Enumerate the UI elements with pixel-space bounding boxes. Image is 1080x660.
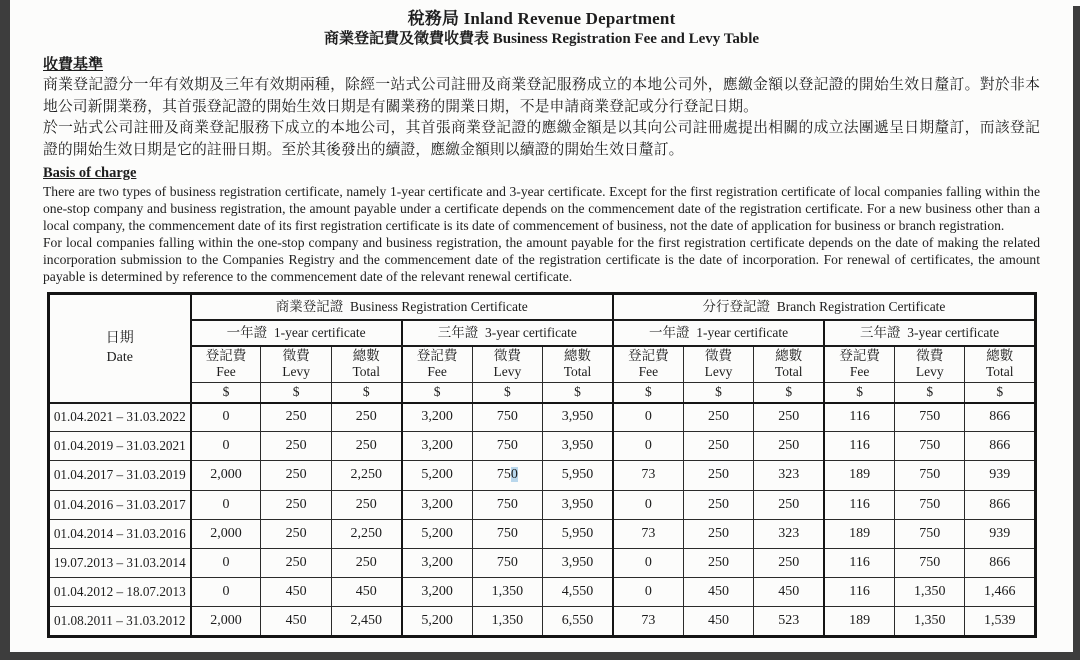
value-cell: 450 — [683, 578, 753, 607]
column-header-levy-1: 徵費 Levy — [472, 346, 542, 383]
value-cell: 866 — [965, 490, 1036, 519]
value-cell: 73 — [613, 461, 683, 490]
value-cell: 73 — [613, 607, 683, 636]
value-cell: 450 — [331, 578, 401, 607]
value-cell: 0 — [613, 403, 683, 432]
value-cell: 0 — [191, 578, 261, 607]
value-cell: 0 — [191, 490, 261, 519]
value-cell: 0 — [613, 548, 683, 577]
currency-symbol: $ — [191, 383, 261, 403]
table-row — [49, 607, 1036, 636]
date-column-header: 日期 Date — [49, 294, 191, 403]
currency-symbol: $ — [895, 383, 965, 403]
value-cell: 250 — [754, 490, 824, 519]
table-row — [49, 490, 1036, 519]
table-row — [49, 548, 1036, 577]
date-cell: 01.04.2016 – 31.03.2017 — [49, 490, 191, 519]
value-cell: 250 — [331, 490, 401, 519]
value-cell: 3,950 — [543, 403, 613, 432]
basis-paragraph-en-2: For local companies falling within the one-stop company and business registration, the amount payable for the first registration certificate depends on the date of making the related incorporation submission to the Companies Registry and the commencement date of the registration certificate is the date of incorporation. For renewal of certificates, the amount payable is determined by reference to the commencement date of the relevant renewal certificate. — [43, 235, 1040, 284]
currency-symbol: $ — [824, 383, 894, 403]
value-cell: 750 — [472, 548, 542, 577]
value-cell: 250 — [683, 461, 753, 490]
value-cell: 450 — [683, 607, 753, 636]
value-cell: 250 — [261, 461, 331, 490]
value-cell: 866 — [965, 403, 1036, 432]
currency-symbol: $ — [965, 383, 1036, 403]
currency-symbol: $ — [261, 383, 331, 403]
value-cell: 750 — [472, 490, 542, 519]
value-cell: 250 — [331, 548, 401, 577]
column-header-total-0: 總數 Total — [331, 346, 401, 383]
value-cell: 250 — [683, 490, 753, 519]
fee-table-body — [49, 403, 1036, 637]
value-cell: 5,950 — [543, 519, 613, 548]
document-subtitle — [43, 29, 1040, 49]
page-edge-right — [1073, 6, 1080, 660]
value-cell: 523 — [754, 607, 824, 636]
value-cell: 2,000 — [191, 519, 261, 548]
value-cell: 250 — [754, 432, 824, 461]
value-cell: 3,200 — [402, 490, 472, 519]
value-cell: 750 — [895, 548, 965, 577]
date-cell: 01.04.2021 – 31.03.2022 — [49, 403, 191, 432]
value-cell: 116 — [824, 578, 894, 607]
value-cell: 0 — [191, 432, 261, 461]
subgroup-header-1: 三年證 3-year certificate — [402, 320, 613, 346]
value-cell: 2,250 — [331, 461, 401, 490]
value-cell: 3,200 — [402, 548, 472, 577]
value-cell: 3,200 — [402, 432, 472, 461]
basis-of-charge-heading-zh: 收費基準 — [43, 57, 104, 73]
value-cell: 323 — [754, 461, 824, 490]
date-cell: 01.04.2017 – 31.03.2019 — [49, 461, 191, 490]
value-cell: 866 — [965, 548, 1036, 577]
table-row — [49, 519, 1036, 548]
table-row — [49, 432, 1036, 461]
value-cell: 5,950 — [543, 461, 613, 490]
document-subtitle-zh: 商業登記費及徵費收費表 — [323, 31, 489, 47]
value-cell: 116 — [824, 403, 894, 432]
value-cell: 116 — [824, 490, 894, 519]
document-subtitle-en: Business Registration Fee and Levy Table — [492, 31, 760, 47]
document-title-zh: 稅務局 — [407, 9, 460, 28]
value-cell: 3,950 — [543, 548, 613, 577]
subgroup-header-2: 一年證 1-year certificate — [613, 320, 824, 346]
column-header-fee-1: 登記費 Fee — [402, 346, 472, 383]
value-cell: 5,200 — [402, 607, 472, 636]
value-cell: 0 — [191, 403, 261, 432]
fee-table — [47, 292, 1037, 638]
currency-symbol: $ — [543, 383, 613, 403]
value-cell: 4,550 — [543, 578, 613, 607]
column-header-total-3: 總數 Total — [965, 346, 1036, 383]
value-cell: 866 — [965, 432, 1036, 461]
value-cell: 450 — [261, 578, 331, 607]
value-cell: 250 — [683, 432, 753, 461]
group-header-business: 商業登記證 Business Registration Certificate — [191, 294, 613, 320]
column-header-total-1: 總數 Total — [543, 346, 613, 383]
table-row — [49, 403, 1036, 432]
value-cell: 939 — [965, 519, 1036, 548]
value-cell: 73 — [613, 519, 683, 548]
value-cell: 250 — [683, 548, 753, 577]
value-cell: 750 — [895, 403, 965, 432]
column-header-levy-2: 徵費 Levy — [683, 346, 753, 383]
value-cell: 0 — [613, 490, 683, 519]
value-cell: 116 — [824, 548, 894, 577]
currency-symbol: $ — [613, 383, 683, 403]
subgroup-header-3: 三年證 3-year certificate — [824, 320, 1035, 346]
value-cell: 2,000 — [191, 461, 261, 490]
value-cell: 323 — [754, 519, 824, 548]
currency-symbol: $ — [331, 383, 401, 403]
value-cell: 250 — [683, 519, 753, 548]
value-cell: 0 — [191, 548, 261, 577]
table-row — [49, 461, 1036, 490]
currency-symbol: $ — [754, 383, 824, 403]
value-cell: 750 — [472, 461, 542, 490]
column-header-fee-3: 登記費 Fee — [824, 346, 894, 383]
column-header-levy-3: 徵費 Levy — [895, 346, 965, 383]
value-cell: 2,450 — [331, 607, 401, 636]
column-header-fee-2: 登記費 Fee — [613, 346, 683, 383]
value-cell: 3,950 — [543, 490, 613, 519]
value-cell: 750 — [472, 432, 542, 461]
value-cell: 750 — [895, 519, 965, 548]
value-cell: 250 — [261, 519, 331, 548]
value-cell: 1,539 — [965, 607, 1036, 636]
date-cell: 19.07.2013 – 31.03.2014 — [49, 548, 191, 577]
value-cell: 189 — [824, 461, 894, 490]
basis-of-charge-heading-en: Basis of charge — [43, 165, 137, 181]
subgroup-header-0: 一年證 1-year certificate — [191, 320, 402, 346]
value-cell: 250 — [331, 432, 401, 461]
currency-symbol: $ — [402, 383, 472, 403]
table-row — [49, 578, 1036, 607]
document-title-en: Inland Revenue Department — [463, 9, 676, 28]
value-cell: 0 — [613, 578, 683, 607]
currency-symbol: $ — [683, 383, 753, 403]
value-cell: 250 — [331, 403, 401, 432]
value-cell: 189 — [824, 519, 894, 548]
document-content — [43, 8, 1040, 638]
basis-paragraph-en-1: There are two types of business registration certificate, namely 1-year certificate and 3-year certificate. Except for the first registration certificate of local companies falling within the one-stop company and business registration, the amount payable under a certificate depends on the commencement date of the registration certificate. For a new business other than a local company, the commencement date of its first registration certificate is its date of commencement of business, not the date of application for business or branch registration. — [43, 184, 1040, 233]
value-cell: 5,200 — [402, 519, 472, 548]
date-cell: 01.04.2019 – 31.03.2021 — [49, 432, 191, 461]
value-cell: 750 — [895, 490, 965, 519]
date-cell: 01.04.2012 – 18.07.2013 — [49, 578, 191, 607]
column-header-fee-0: 登記費 Fee — [191, 346, 261, 383]
fee-table-header — [49, 294, 1036, 403]
date-cell: 01.08.2011 – 31.03.2012 — [49, 607, 191, 636]
value-cell: 750 — [472, 403, 542, 432]
value-cell: 5,200 — [402, 461, 472, 490]
value-cell: 2,250 — [331, 519, 401, 548]
value-cell: 250 — [261, 490, 331, 519]
value-cell: 1,350 — [895, 578, 965, 607]
group-header-branch: 分行登記證 Branch Registration Certificate — [613, 294, 1036, 320]
value-cell: 189 — [824, 607, 894, 636]
basis-paragraph-zh-2: 於一站式公司註冊及商業登記服務下成立的本地公司，其首張商業登記證的應繳金額是以其向公司註冊處提出相關的成立法團遞呈日期釐訂，而該登記證的開始生效日期是它的註冊日期。至於其後發出的續證，應繳金額則以續證的開始生效日釐訂。 — [43, 120, 1040, 158]
page-edge-left — [0, 0, 10, 660]
value-cell: 750 — [895, 461, 965, 490]
document-title — [43, 8, 1040, 29]
column-header-levy-0: 徵費 Levy — [261, 346, 331, 383]
value-cell: 3,950 — [543, 432, 613, 461]
text-selection-artifact: 0 — [510, 467, 518, 483]
value-cell: 450 — [261, 607, 331, 636]
date-cell: 01.04.2014 – 31.03.2016 — [49, 519, 191, 548]
value-cell: 250 — [261, 403, 331, 432]
value-cell: 250 — [754, 403, 824, 432]
value-cell: 250 — [261, 432, 331, 461]
value-cell: 6,550 — [543, 607, 613, 636]
column-header-total-2: 總數 Total — [754, 346, 824, 383]
value-cell: 1,466 — [965, 578, 1036, 607]
value-cell: 3,200 — [402, 403, 472, 432]
value-cell: 1,350 — [472, 578, 542, 607]
value-cell: 939 — [965, 461, 1036, 490]
basis-paragraph-zh-1: 商業登記證分一年有效期及三年有效期兩種，除經一站式公司註冊及商業登記服務成立的本地公司外，應繳金額以登記證的開始生效日釐訂。對於非本地公司新開業務，其首張登記證的開始生效日期是有關業務的開業日期，不是申請商業登記或分行登記日期。 — [43, 77, 1040, 115]
value-cell: 1,350 — [895, 607, 965, 636]
value-cell: 250 — [261, 548, 331, 577]
value-cell: 3,200 — [402, 578, 472, 607]
value-cell: 750 — [895, 432, 965, 461]
value-cell: 0 — [613, 432, 683, 461]
value-cell: 750 — [472, 519, 542, 548]
value-cell: 450 — [754, 578, 824, 607]
value-cell: 2,000 — [191, 607, 261, 636]
value-cell: 116 — [824, 432, 894, 461]
page-edge-bottom — [0, 652, 1080, 660]
value-cell: 250 — [683, 403, 753, 432]
currency-symbol: $ — [472, 383, 542, 403]
value-cell: 1,350 — [472, 607, 542, 636]
value-cell: 250 — [754, 548, 824, 577]
